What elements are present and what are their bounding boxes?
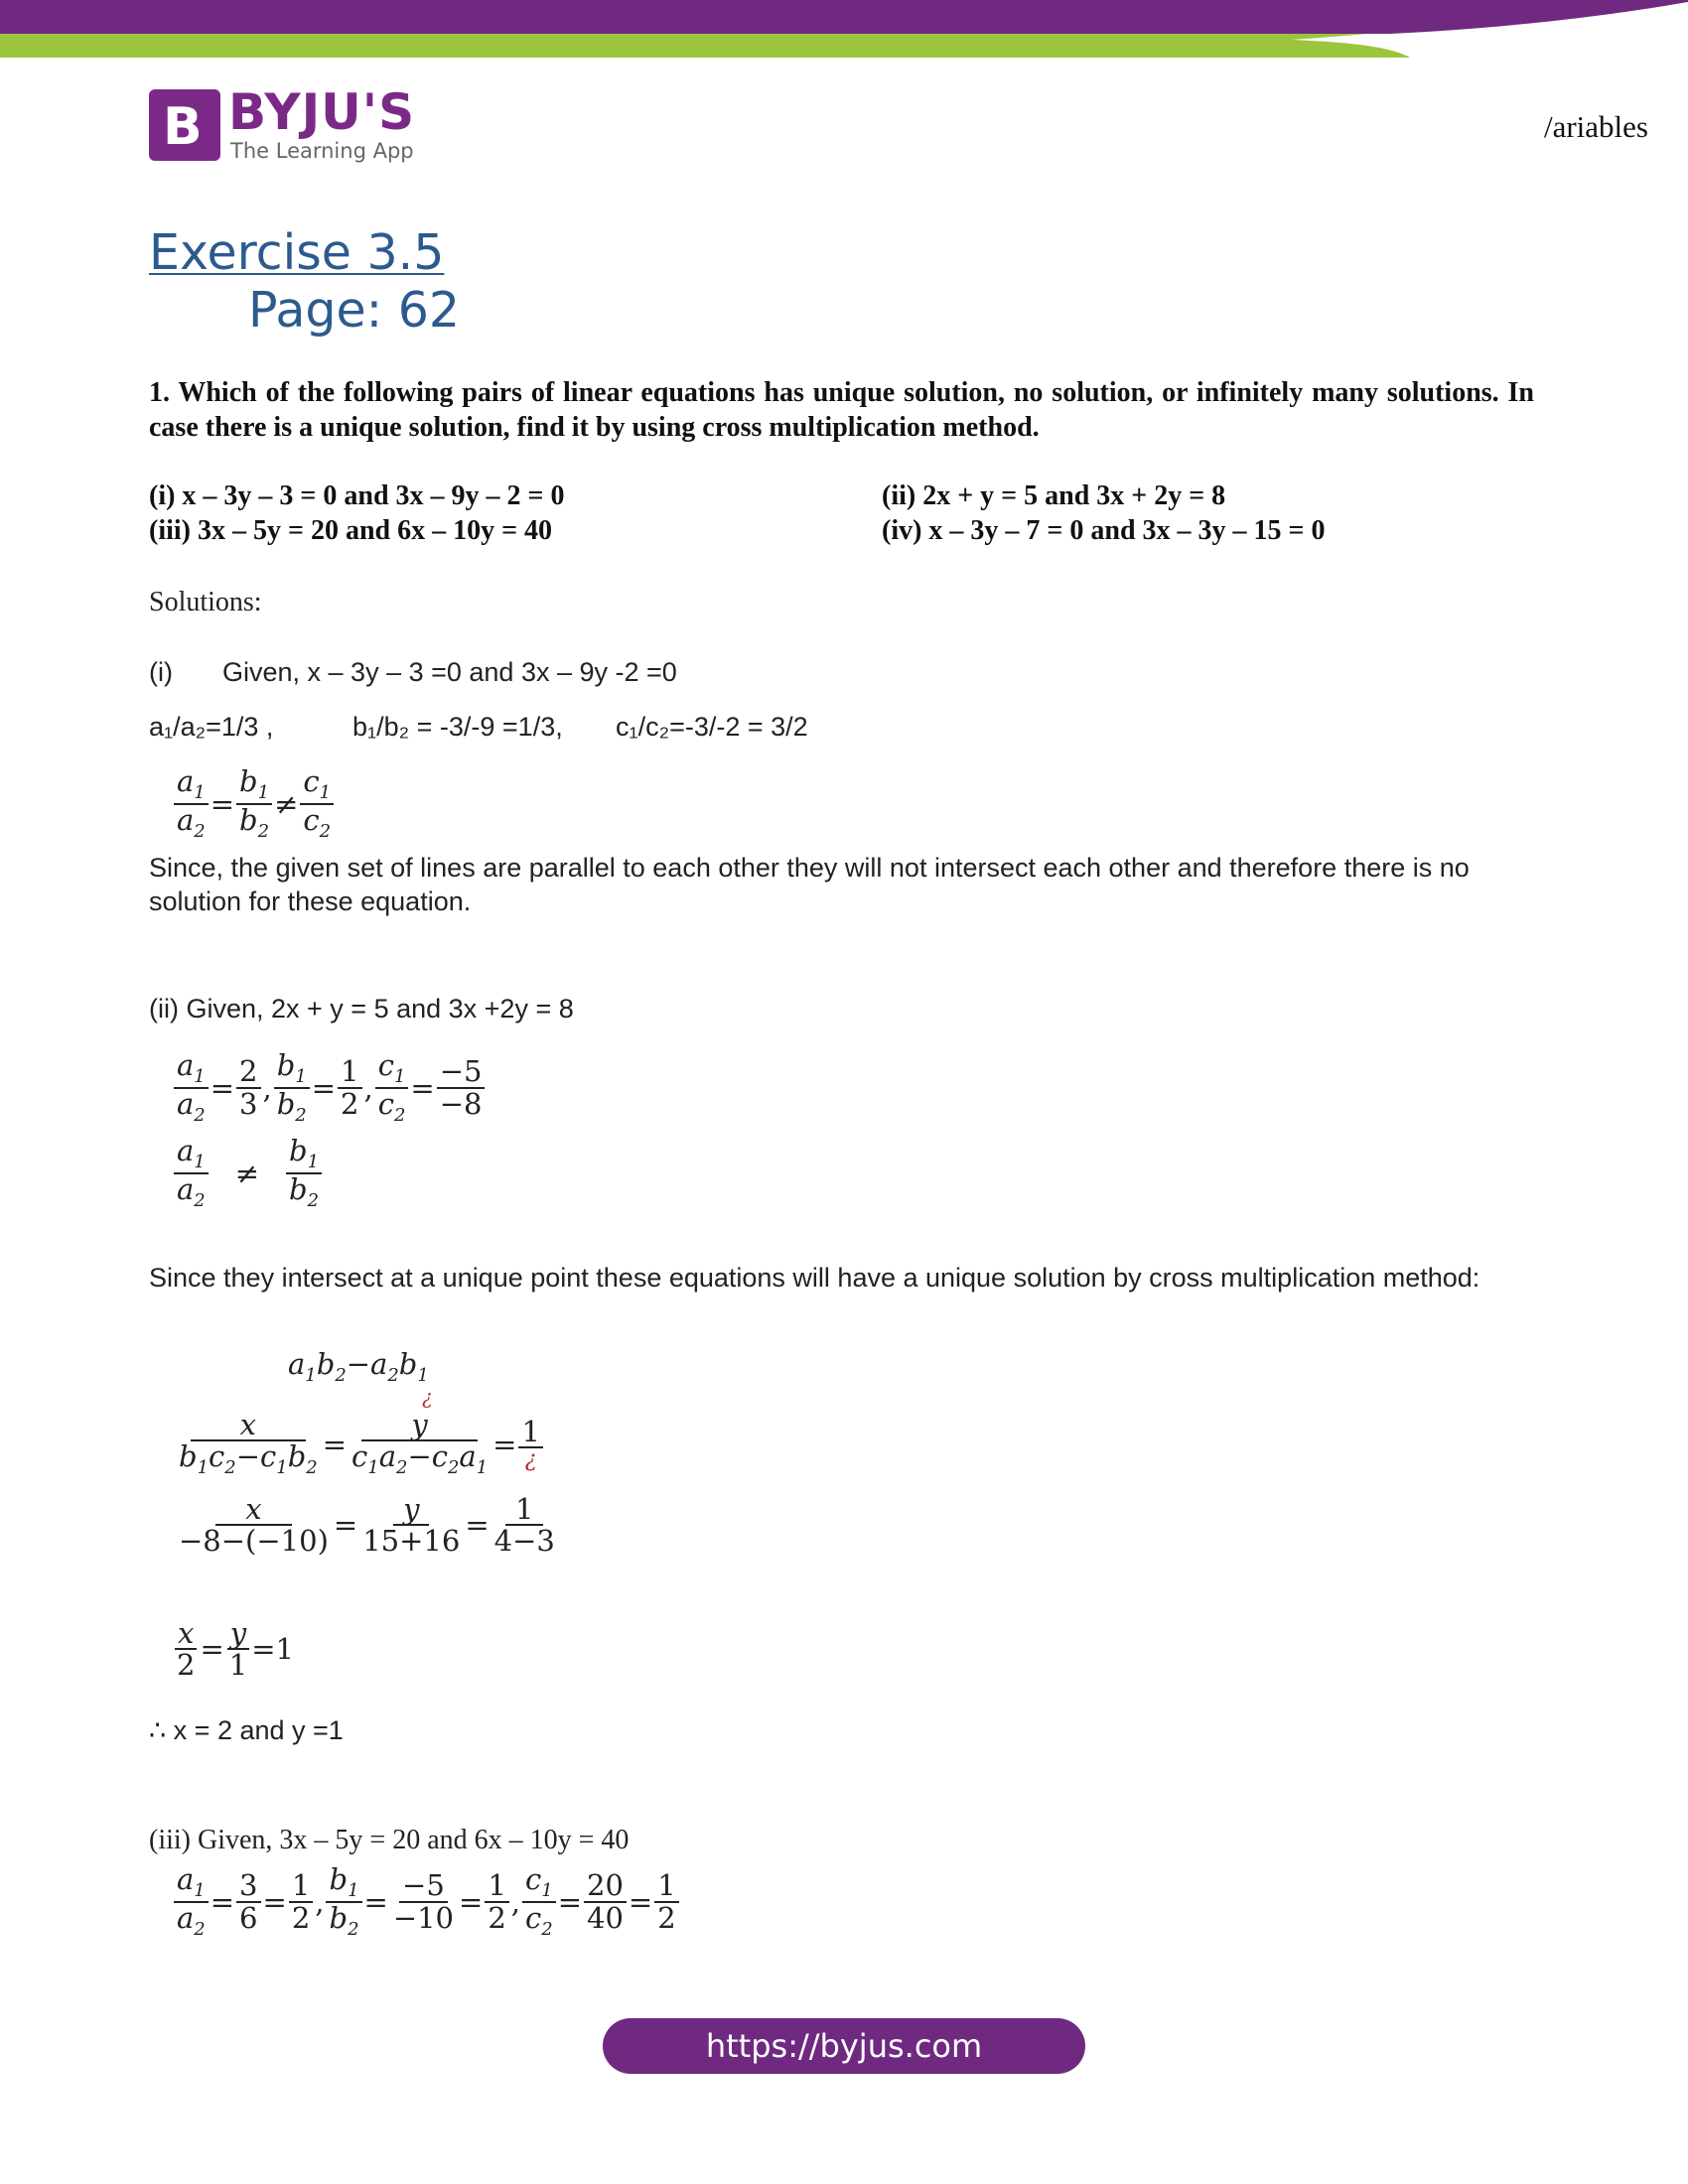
part1-ratio-a: a₁/a₂=1/3 , bbox=[149, 712, 274, 742]
part2-formula-top: $a_1b_2-a_2b_1$ bbox=[288, 1347, 429, 1386]
part1-given: Given, x – 3y – 3 =0 and 3x – 9y -2 =0 bbox=[222, 657, 677, 687]
solutions-heading: Solutions: bbox=[149, 587, 262, 617]
part2-ratios: $\frac{a_1}{a_2}$ = $\frac{2}{3}$ , $\frac{b_1}{b_2}$ = $\frac{1}{2}$ , $\frac{c_1}{c_2}$ = $\frac{-5}{-8}$ bbox=[173, 1050, 486, 1125]
part2-formula-artifact: ¿ bbox=[422, 1385, 433, 1409]
chapter-title-fragment: /ariables bbox=[1543, 109, 1648, 144]
question-text: 1. Which of the following pairs of linear equations has unique solution, no solution, or infinitely many solutions. In case there is a unique solution, find it by using cross multiplication method. bbox=[149, 377, 1534, 443]
part2-substitution: $\frac{x}{-8-(-10)}$ = $\frac{y}{15+16}$ = $\frac{1}{4-3}$ bbox=[179, 1492, 555, 1559]
option-iii: (iii) 3x – 5y = 20 and 6x – 10y = 40 bbox=[149, 515, 553, 546]
part3-given: (iii) Given, 3x – 5y = 20 and 6x – 10y = 40 bbox=[149, 1825, 630, 1855]
option-iv: (iv) x – 3y – 7 = 0 and 3x – 3y – 15 = 0 bbox=[882, 515, 1326, 546]
page-number: Page: 62 bbox=[248, 282, 461, 339]
part2-simplified: $\frac{x}{2}$ = $\frac{y}{1}$ =1 bbox=[177, 1616, 294, 1683]
part2-answer: ∴ x = 2 and y =1 bbox=[149, 1715, 344, 1745]
header-band bbox=[0, 0, 1688, 62]
part2-statement: Since they intersect at a unique point these equations will have a unique solution by cross multiplication method: bbox=[149, 1263, 1480, 1293]
part2-cross-multiplication-formula: $\frac{x}{b_1c_2-c_1b_2}$ = $\frac{y}{c_1a_2-c_2a_1}$ = $\frac{1}{¿}$ bbox=[175, 1410, 544, 1478]
part1-ratio-b: b₁/b₂ = -3/-9 =1/3, bbox=[352, 712, 563, 742]
part3-ratios: $\frac{a_1}{a_2}$ = $\frac{3}{6}$ = $\frac{1}{2}$ , $\frac{b_1}{b_2}$ = $\frac{-5}{-10}$ = $\frac{1}{2}$ , $\frac{c_1}{c_2}$ = $\frac{20}{40}$ = $\frac{1}{2}$ bbox=[173, 1864, 680, 1939]
brand-name: BYJU'S bbox=[228, 83, 416, 141]
option-ii: (ii) 2x + y = 5 and 3x + 2y = 8 bbox=[882, 480, 1226, 511]
part2-not-equal: $\frac{a_1}{a_2}$ ≠ $\frac{b_1}{b_2}$ bbox=[173, 1136, 323, 1210]
brand-tagline: The Learning App bbox=[230, 139, 414, 163]
brand-logo bbox=[149, 89, 220, 161]
part1-ratio-c: c₁/c₂=-3/-2 = 3/2 bbox=[616, 712, 808, 742]
part1-conclusion: Since, the given set of lines are parallel to each other they will not intersect each other and therefore there is no solution for these equation. bbox=[149, 853, 1470, 916]
part2-given: (ii) Given, 2x + y = 5 and 3x +2y = 8 bbox=[149, 994, 574, 1024]
brand-logo-letter: B bbox=[163, 97, 203, 157]
footer-url-link[interactable]: https://byjus.com bbox=[603, 2018, 1085, 2074]
exercise-title: Exercise 3.5 bbox=[149, 224, 445, 281]
option-i: (i) x – 3y – 3 = 0 and 3x – 9y – 2 = 0 bbox=[149, 480, 565, 511]
part1-label: (i) bbox=[149, 657, 173, 687]
part1-ratio-comparison: $\frac{a_1}{a_2}$ = $\frac{b_1}{b_2}$ ≠ $\frac{c_1}{c_2}$ bbox=[173, 766, 335, 841]
